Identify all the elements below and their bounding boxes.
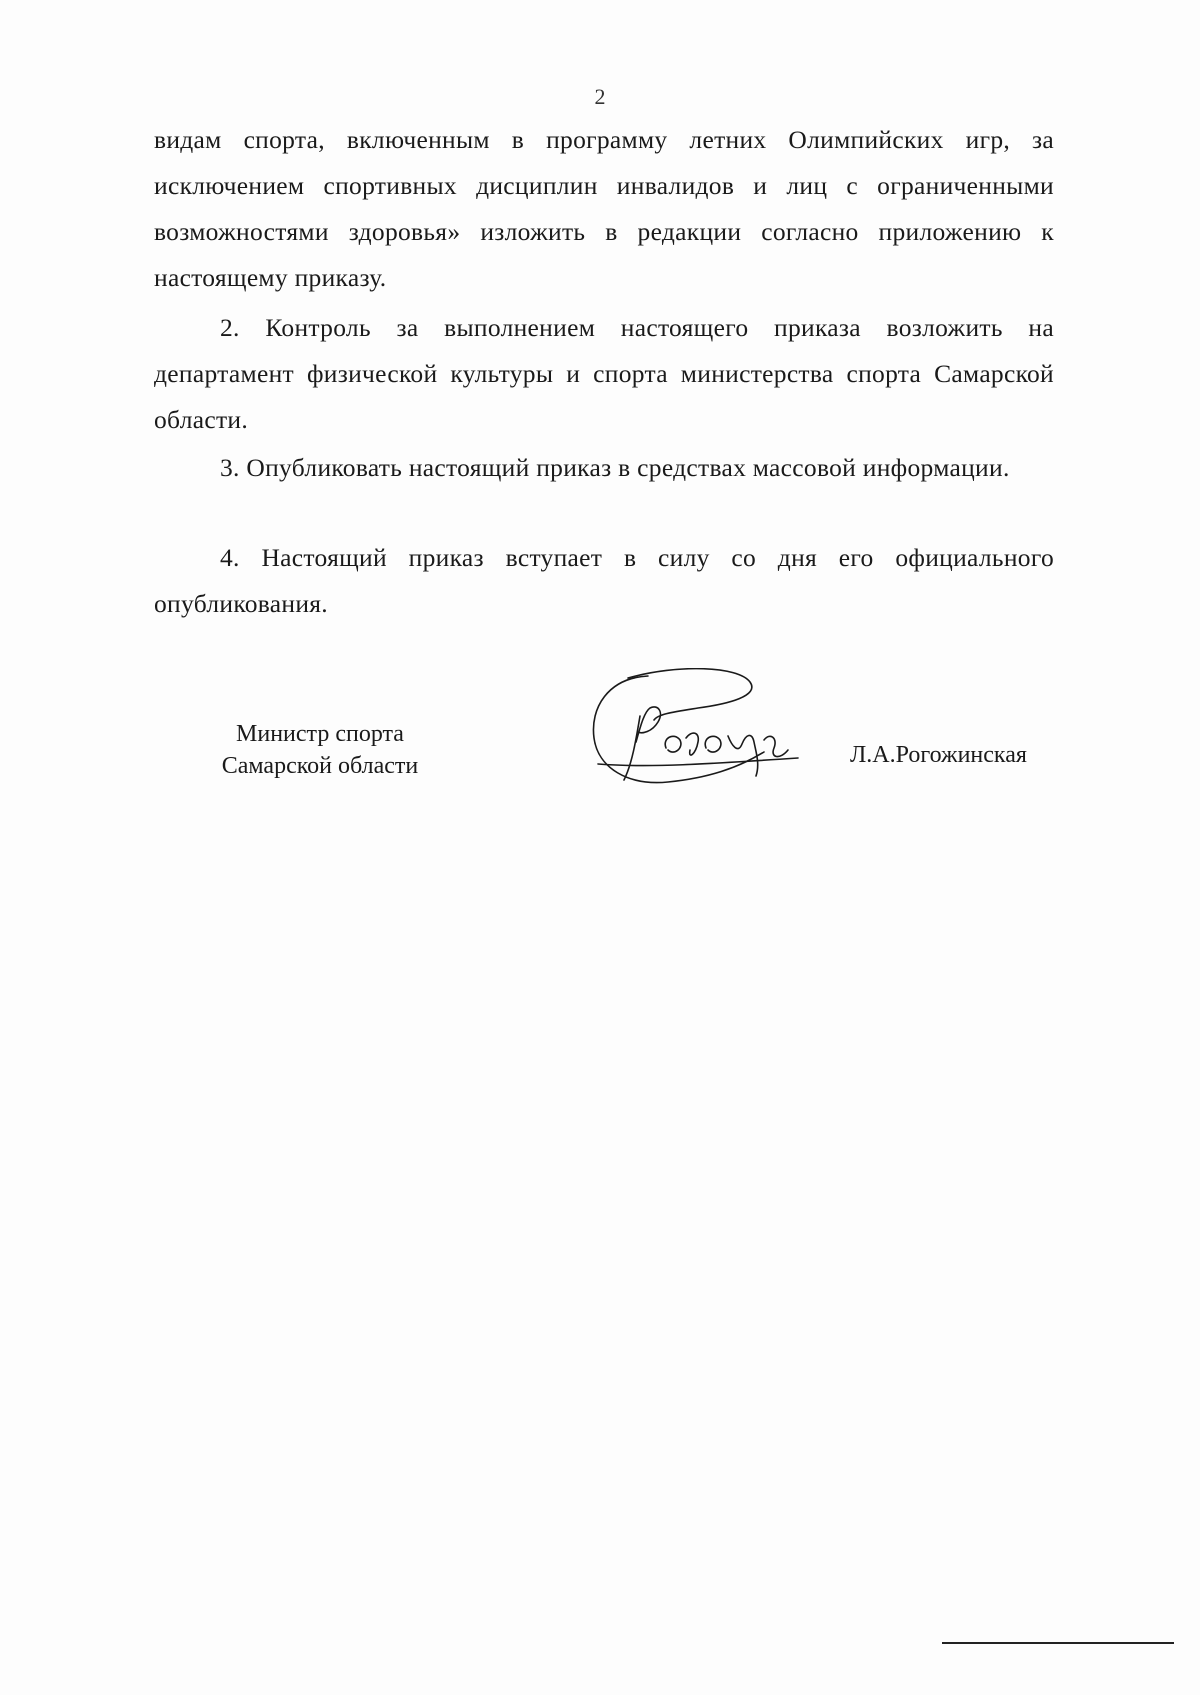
paragraph-continuation: видам спорта, включенным в программу летних Олимпийских игр, за исключением спортивных дисциплин инвалидов и лиц с ограниченными возможностями здоровья» изложить в редакции согласно приложению к настоящему приказу.	[154, 125, 1054, 292]
page-number: 2	[594, 84, 606, 109]
paragraph-item-2: 2. Контроль за выполнением настоящего приказа возложить на департамент физической культуры и спорта министерства спорта Самарской области.	[154, 313, 1054, 434]
signer-title	[190, 718, 450, 782]
signer-title-line-1: Министр спорта	[236, 721, 404, 747]
paragraph-item-3: 3. Опубликовать настоящий приказ в средствах массовой информации.	[220, 453, 1010, 482]
paragraph-item-4: 4. Настоящий приказ вступает в силу со дня его официального опубликования.	[154, 543, 1054, 618]
handwritten-signature	[588, 668, 808, 798]
signer-name: Л.А.Рогожинская	[850, 742, 1027, 768]
signer-title-line-2: Самарской области	[221, 753, 419, 779]
footer-rule	[942, 1642, 1174, 1644]
